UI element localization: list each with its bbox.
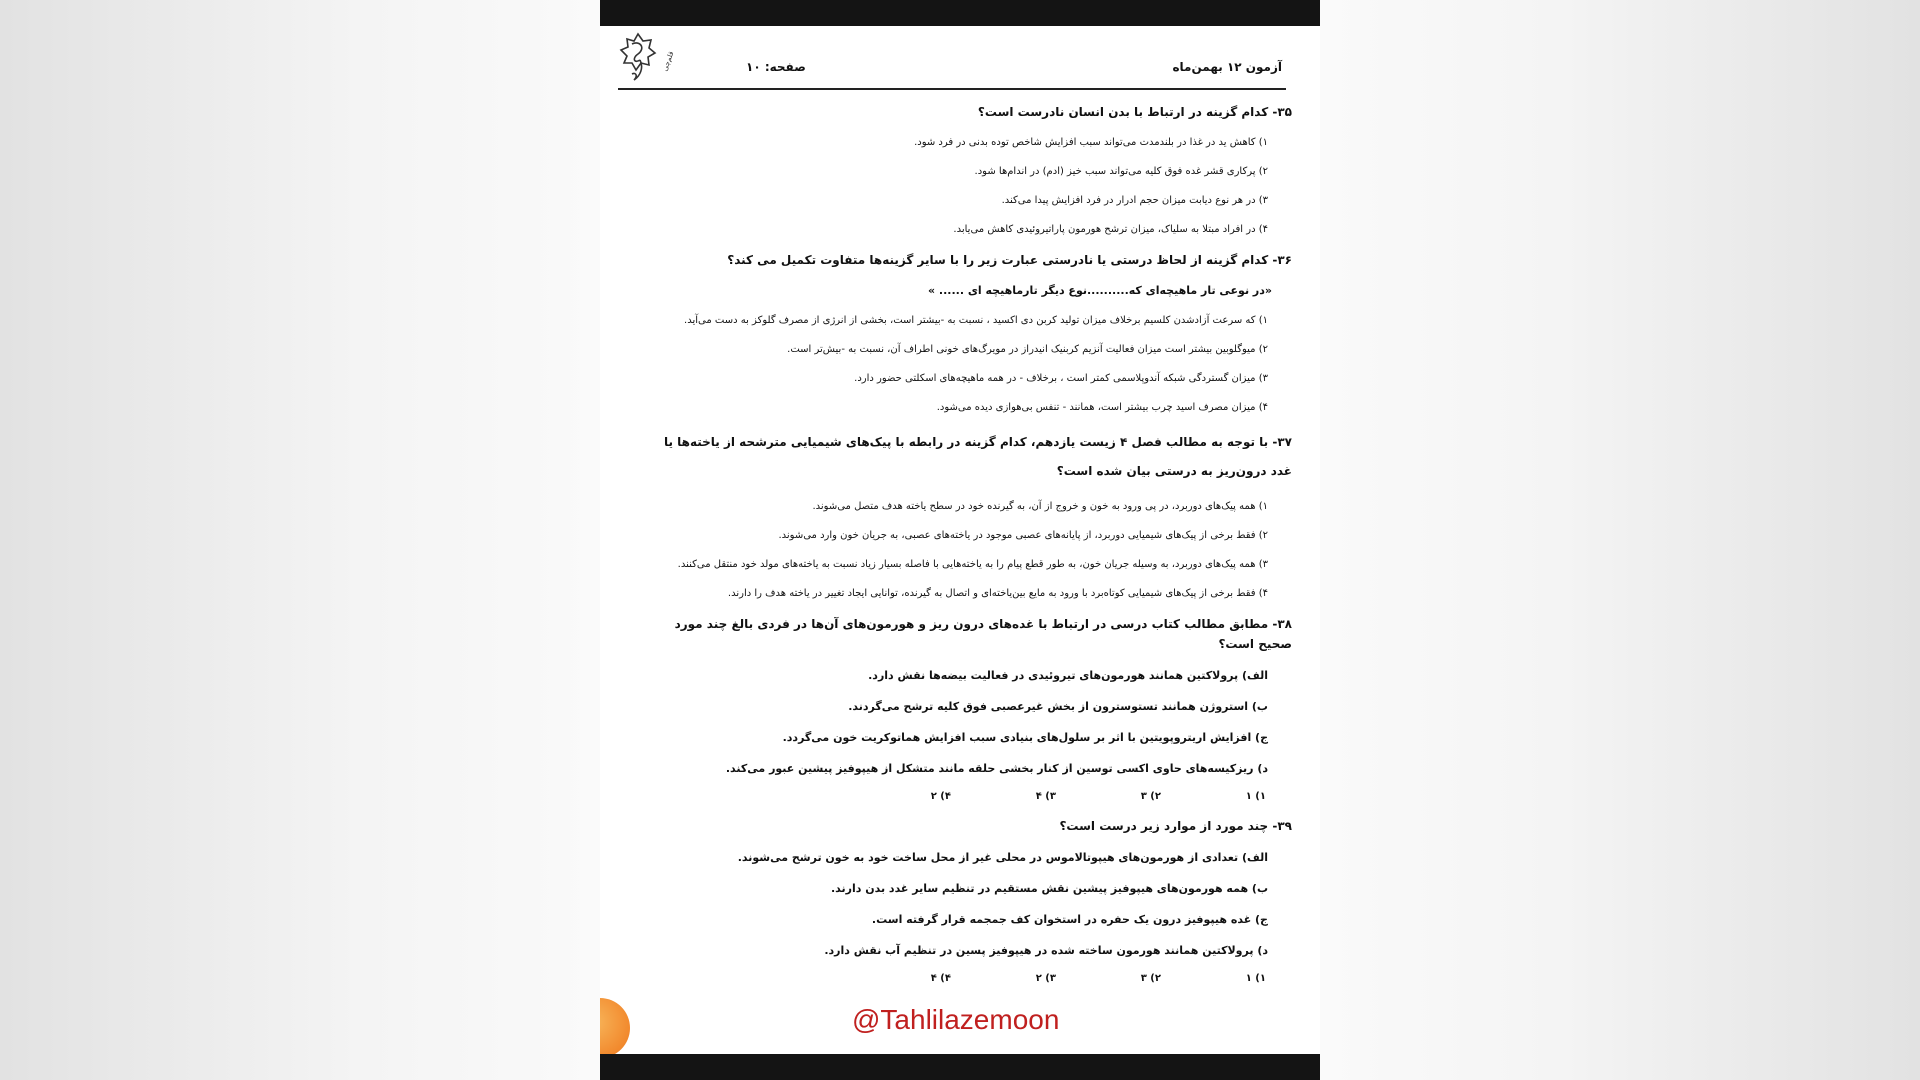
svg-text:قلم‌چی: قلم‌چی — [660, 50, 676, 73]
question-36-quote: «در نوعی تار ماهیچه‌ای که..........نوع دیگر تارماهیچه ای ...... » — [927, 284, 1272, 297]
background-left — [0, 0, 600, 1080]
question-39-choice-2: ۲) ۳ — [1140, 973, 1161, 984]
question-39-item-alef: الف) تعدادی از هورمون‌های هیپوتالاموس در محلی غیر از محل ساخت خود به خون ترشح می‌شوند. — [737, 851, 1268, 864]
page-number: صفحه: ۱۰ — [746, 60, 806, 74]
question-38-title: ۳۸- مطابق مطالب کتاب درسی در ارتباط با غده‌های درون ریز و هورمون‌های آن‌ها در فردی بالغ چند مورد صحیح است؟ — [674, 617, 1292, 651]
question-38-choice-3: ۳) ۴ — [1035, 791, 1056, 802]
question-39-item-be: ب) همه هورمون‌های هیپوفیز پیشین نقش مستقیم در تنظیم سایر غدد بدن دارند. — [830, 882, 1268, 895]
page-header — [618, 30, 1286, 92]
question-36-option-3: ۳) میزان گستردگی شبکه آندوپلاسمی کمتر است ، برخلاف - در همه ماهیچه‌های اسکلتی حضور دارد. — [854, 373, 1268, 384]
top-black-bar — [600, 0, 1320, 26]
question-35-title: ۳۵- کدام گزینه در ارتباط با بدن انسان نادرست است؟ — [977, 105, 1292, 119]
question-38-item-be: ب) استروژن همانند تستوسترون از بخش غیرعصبی فوق کلیه ترشح می‌گردند. — [848, 700, 1268, 713]
background-right — [1320, 0, 1920, 1080]
question-36-option-1: ۱) که سرعت آزادشدن کلسیم برخلاف میزان تولید کربن دی اکسید ، نسبت به -بیشتر است، بخشی از انرژی از مصرف گلوکز به دست می‌آید. — [684, 315, 1268, 326]
question-37-option-4: ۴) فقط برخی از پیک‌های شیمیایی کوتاه‌برد با ورود به مایع بین‌یاخته‌ای و اتصال به گیرنده، توانایی ایجاد تغییر در یاخته هدف را دارند. — [727, 588, 1268, 599]
question-35-option-1: ۱) کاهش ید در غذا در بلندمدت می‌تواند سبب افزایش شاخص توده بدنی در فرد شود. — [914, 137, 1268, 148]
question-35-option-4: ۴) در افراد مبتلا به سلیاک، میزان ترشح هورمون پاراتیروئیدی کاهش می‌یابد. — [953, 224, 1268, 235]
question-36-option-4: ۴) میزان مصرف اسید چرب بیشتر است، همانند - تنفس بی‌هوازی دیده می‌شود. — [936, 402, 1268, 413]
question-38-choice-2: ۲) ۳ — [1140, 791, 1161, 802]
exam-title: آزمون ۱۲ بهمن‌ماه — [1172, 60, 1282, 74]
question-39-item-dal: د) پرولاکتین همانند هورمون ساخته شده در هیپوفیز پسین در تنظیم آب نقش دارد. — [824, 944, 1268, 957]
question-37-option-3: ۳) همه پیک‌های دوربرد، به وسیله جریان خون، به طور قطع پیام را به یاخته‌هایی با فاصله بسیار زیاد نسبت به یاخته‌های مولد خود منتقل می‌کنند. — [677, 559, 1268, 570]
question-39-choices — [640, 966, 1292, 992]
question-39-title: ۳۹- چند مورد از موارد زیر درست است؟ — [1059, 819, 1292, 833]
question-38-choice-1: ۱) ۱ — [1245, 791, 1266, 802]
question-39-choice-4: ۴) ۴ — [930, 973, 951, 984]
question-37-option-1: ۱) همه پیک‌های دوربرد، در پی ورود به خون و خروج از آن، به گیرنده خود در سطح یاخته هدف متصل می‌شوند. — [812, 501, 1268, 512]
question-38-item-alef: الف) پرولاکتین همانند هورمون‌های تیروئیدی در فعالیت بیضه‌ها نقش دارد. — [868, 669, 1268, 682]
question-39-item-jim: ج) غده هیپوفیز درون یک حفره در استخوان کف جمجمه قرار گرفته است. — [871, 913, 1268, 926]
question-38-choices — [640, 784, 1292, 810]
question-38-item-jim: ج) افزایش اریتروپویتین با اثر بر سلول‌های بنیادی سبب افزایش هماتوکریت خون می‌گردد. — [782, 731, 1268, 744]
question-39-choice-3: ۳) ۲ — [1035, 973, 1056, 984]
exam-page — [600, 0, 1320, 1080]
question-36-title: ۳۶- کدام گزینه از لحاظ درستی یا نادرستی عبارت زیر را با سایر گزینه‌ها متفاوت تکمیل می کند؟ — [727, 253, 1292, 267]
question-35-option-3: ۳) در هر نوع دیابت میزان حجم ادرار در فرد افزایش پیدا می‌کند. — [1001, 195, 1268, 206]
bottom-black-bar — [600, 1054, 1320, 1080]
question-37-title: ۳۷- با توجه به مطالب فصل ۴ زیست یازدهم، کدام گزینه در رابطه با پیک‌های شیمیایی مترشحه از یاخته‌ها یا غدد درون‌ریز به درستی بیان شده است؟ — [663, 435, 1292, 478]
question-38-item-dal: د) ریزکیسه‌های حاوی اکسی توسین از کنار بخشی حلقه مانند متشکل از هیپوفیز پیشین عبور می‌کند. — [725, 762, 1268, 775]
corner-decoration — [600, 998, 630, 1058]
question-37-option-2: ۲) فقط برخی از پیک‌های شیمیایی دوربرد، از پایانه‌های عصبی موجود در یاخته‌های عصبی، به جریان خون وارد می‌شوند. — [778, 530, 1268, 541]
questions-content — [640, 96, 1292, 996]
question-39-choice-1: ۱) ۱ — [1245, 973, 1266, 984]
question-35-option-2: ۲) پرکاری قشر غده فوق کلیه می‌تواند سبب خیز (ادم) در اندام‌ها شود. — [974, 166, 1268, 177]
question-38-choice-4: ۴) ۲ — [930, 791, 951, 802]
question-36-option-2: ۲) میوگلوبین بیشتر است میزان فعالیت آنزیم کربنیک انیدراز در مویرگ‌های خونی اطراف آن، نسبت به -بیش‌تر است. — [787, 344, 1268, 355]
header-divider — [618, 88, 1286, 90]
channel-watermark: @Tahlilazemoon — [852, 1004, 1060, 1035]
logo-icon — [618, 30, 676, 86]
